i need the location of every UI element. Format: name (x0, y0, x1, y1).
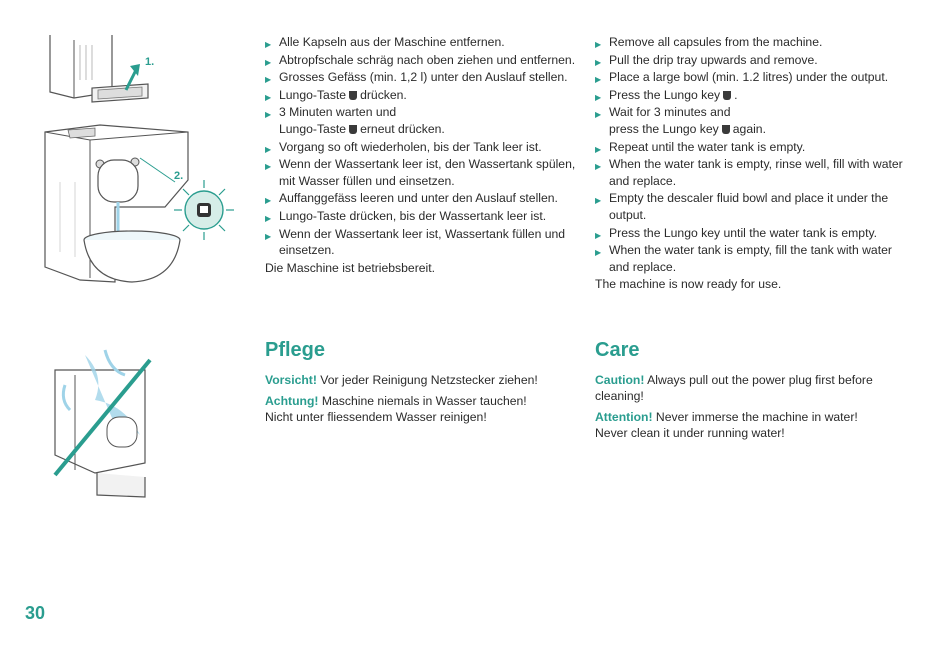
list-item: ▶ Grosses Gefäss (min. 1,2 l) unter den Auslauf stellen. (265, 69, 580, 86)
care-warnings-en: Caution! Always pull out the power plug first before cleaning! Attention! Never immerse the machine in water! Never clean it under running water! (595, 373, 873, 440)
drip-tray-illustration (40, 30, 160, 110)
list-item: ▶ 3 Minuten warten und Lungo-Taste erneut drücken. (265, 104, 580, 137)
lungo-cup-icon (722, 125, 730, 134)
care-title-en: Care (595, 339, 640, 361)
list-item: ▶ Place a large bowl (min. 1.2 litres) under the output. (595, 69, 910, 86)
list-item: ▶ When the water tank is empty, rinse well, fill with water and replace. (595, 156, 910, 189)
ready-message-en: The machine is now ready for use. (595, 277, 782, 292)
list-item: ▶ Abtropfschale schräg nach oben ziehen und entfernen. (265, 52, 580, 69)
list-item: ▶ Wenn der Wassertank leer ist, den Wassertank spülen, mit Wasser füllen und einsetzen. (265, 156, 580, 189)
no-water-illustration (45, 345, 165, 505)
list-item: ▶ Press the Lungo key until the water tank is empty. (595, 225, 910, 242)
lungo-cup-icon (349, 125, 357, 134)
list-item: ▶ Repeat until the water tank is empty. (595, 139, 910, 156)
figure-label-2: 2. (174, 170, 184, 182)
machine-bowl-illustration (40, 122, 245, 292)
list-item: ▶ Press the Lungo key . (595, 87, 910, 104)
list-item: ▶ Remove all capsules from the machine. (595, 34, 910, 51)
ready-message-de: Die Maschine ist betriebsbereit. (265, 260, 436, 275)
figure-label-1: 1. (145, 56, 155, 68)
list-item: ▶ Empty the descaler fluid bowl and place it under the output. (595, 190, 910, 223)
care-warnings-de: Vorsicht! Vor jeder Reinigung Netzstecker ziehen! Achtung! Maschine niemals in Wasser tauchen! Nicht unter fliessendem Wasser reinigen! (265, 373, 538, 424)
descaling-steps-de (265, 34, 580, 276)
list-item: ▶ Wait for 3 minutes and press the Lungo key again. (595, 104, 910, 137)
list-item: ▶ Lungo-Taste drücken, bis der Wassertank leer ist. (265, 208, 580, 225)
list-item: ▶ Lungo-Taste drücken. (265, 87, 580, 104)
lungo-cup-icon (723, 91, 731, 100)
descaling-steps-en (595, 34, 910, 293)
care-title-de: Pflege (265, 339, 326, 361)
lungo-cup-icon (349, 91, 357, 100)
list-item: ▶ Wenn der Wassertank leer ist, Wassertank füllen und einsetzen. (265, 226, 580, 259)
list-item: ▶ Alle Kapseln aus der Maschine entfernen. (265, 34, 580, 51)
list-item: ▶ Auffanggefäss leeren und unter den Auslauf stellen. (265, 190, 580, 207)
page-number: 30 (25, 603, 46, 623)
list-item: ▶ Vorgang so oft wiederholen, bis der Tank leer ist. (265, 139, 580, 156)
list-item: ▶ When the water tank is empty, fill the tank with water and replace. (595, 242, 910, 275)
list-item: ▶ Pull the drip tray upwards and remove. (595, 52, 910, 69)
